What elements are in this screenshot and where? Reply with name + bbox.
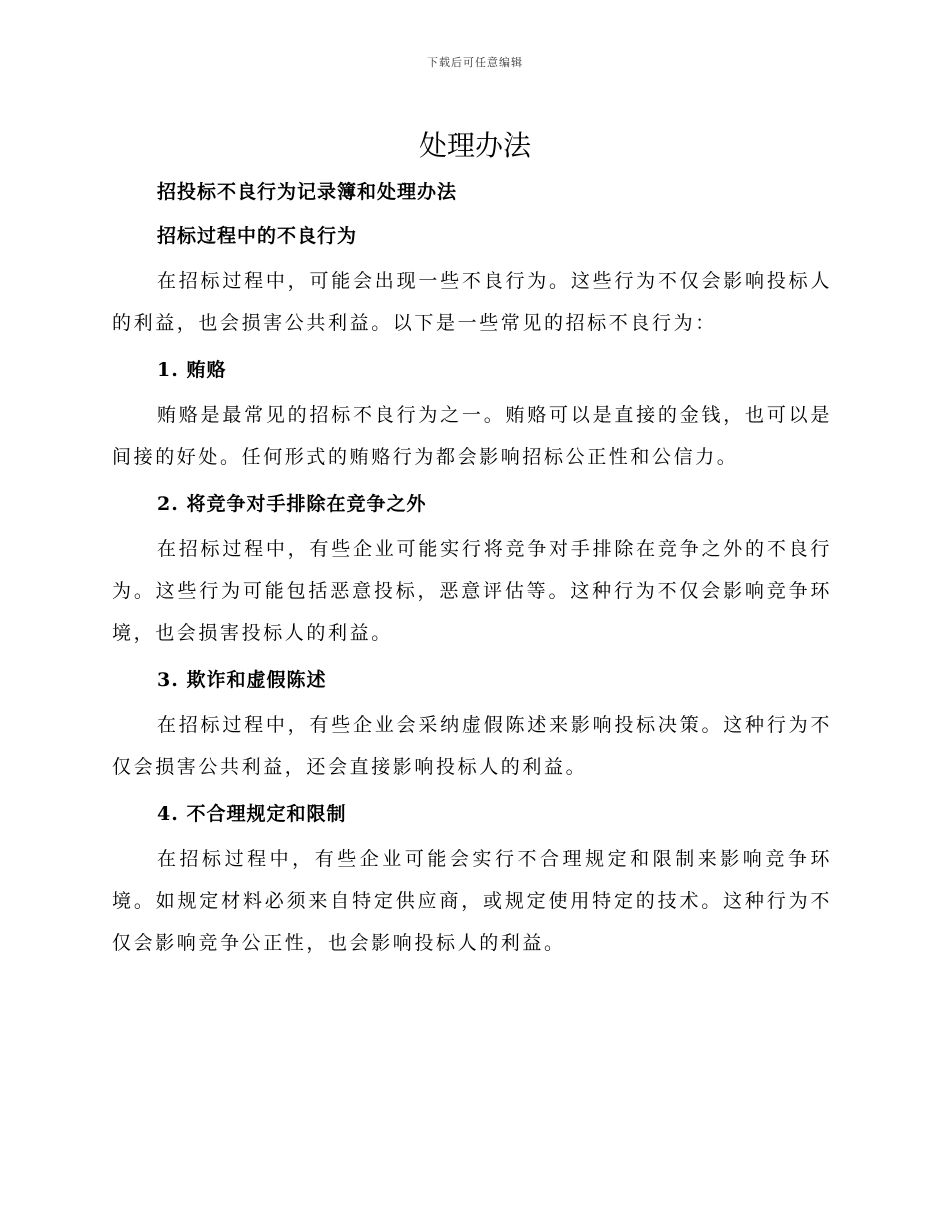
paragraph-bribery: 贿赂是最常见的招标不良行为之一。贿赂可以是直接的金钱，也可以是间接的好处。任何形式的贿赂行为都会影响招标公正性和公信力。	[112, 404, 832, 468]
section-heading-exclusion: 2. 将竞争对手排除在竞争之外	[157, 493, 427, 515]
section-heading-fraud: 3. 欺诈和虚假陈述	[157, 669, 327, 691]
main-heading: 招投标不良行为记录簿和处理办法	[157, 181, 458, 203]
paragraph-restrictions: 在招标过程中，有些企业可能会实行不合理规定和限制来影响竞争环境。如规定材料必须来自特定供应商，或规定使用特定的技术。这种行为不仅会影响竞争公正性，也会影响投标人的利益。	[112, 848, 832, 954]
page-title: 处理办法	[418, 129, 531, 162]
paragraph-exclusion: 在招标过程中，有些企业可能实行将竞争对手排除在竞争之外的不良行为。这些行为可能包括恶意投标，恶意评估等。这种行为不仅会影响竞争环境，也会损害投标人的利益。	[112, 538, 832, 644]
section-heading-bribery: 1. 贿赂	[157, 359, 227, 381]
paragraph-fraud: 在招标过程中，有些企业会采纳虚假陈述来影响投标决策。这种行为不仅会损害公共利益，还会直接影响投标人的利益。	[112, 714, 832, 778]
paragraph-intro: 在招标过程中，可能会出现一些不良行为。这些行为不仅会影响投标人的利益，也会损害公共利益。以下是一些常见的招标不良行为：	[112, 270, 832, 334]
section-heading-process: 招标过程中的不良行为	[157, 225, 358, 247]
document-body	[112, 170, 832, 968]
section-heading-restrictions: 4. 不合理规定和限制	[157, 803, 347, 825]
header-note: 下载后可任意编辑	[427, 56, 523, 69]
